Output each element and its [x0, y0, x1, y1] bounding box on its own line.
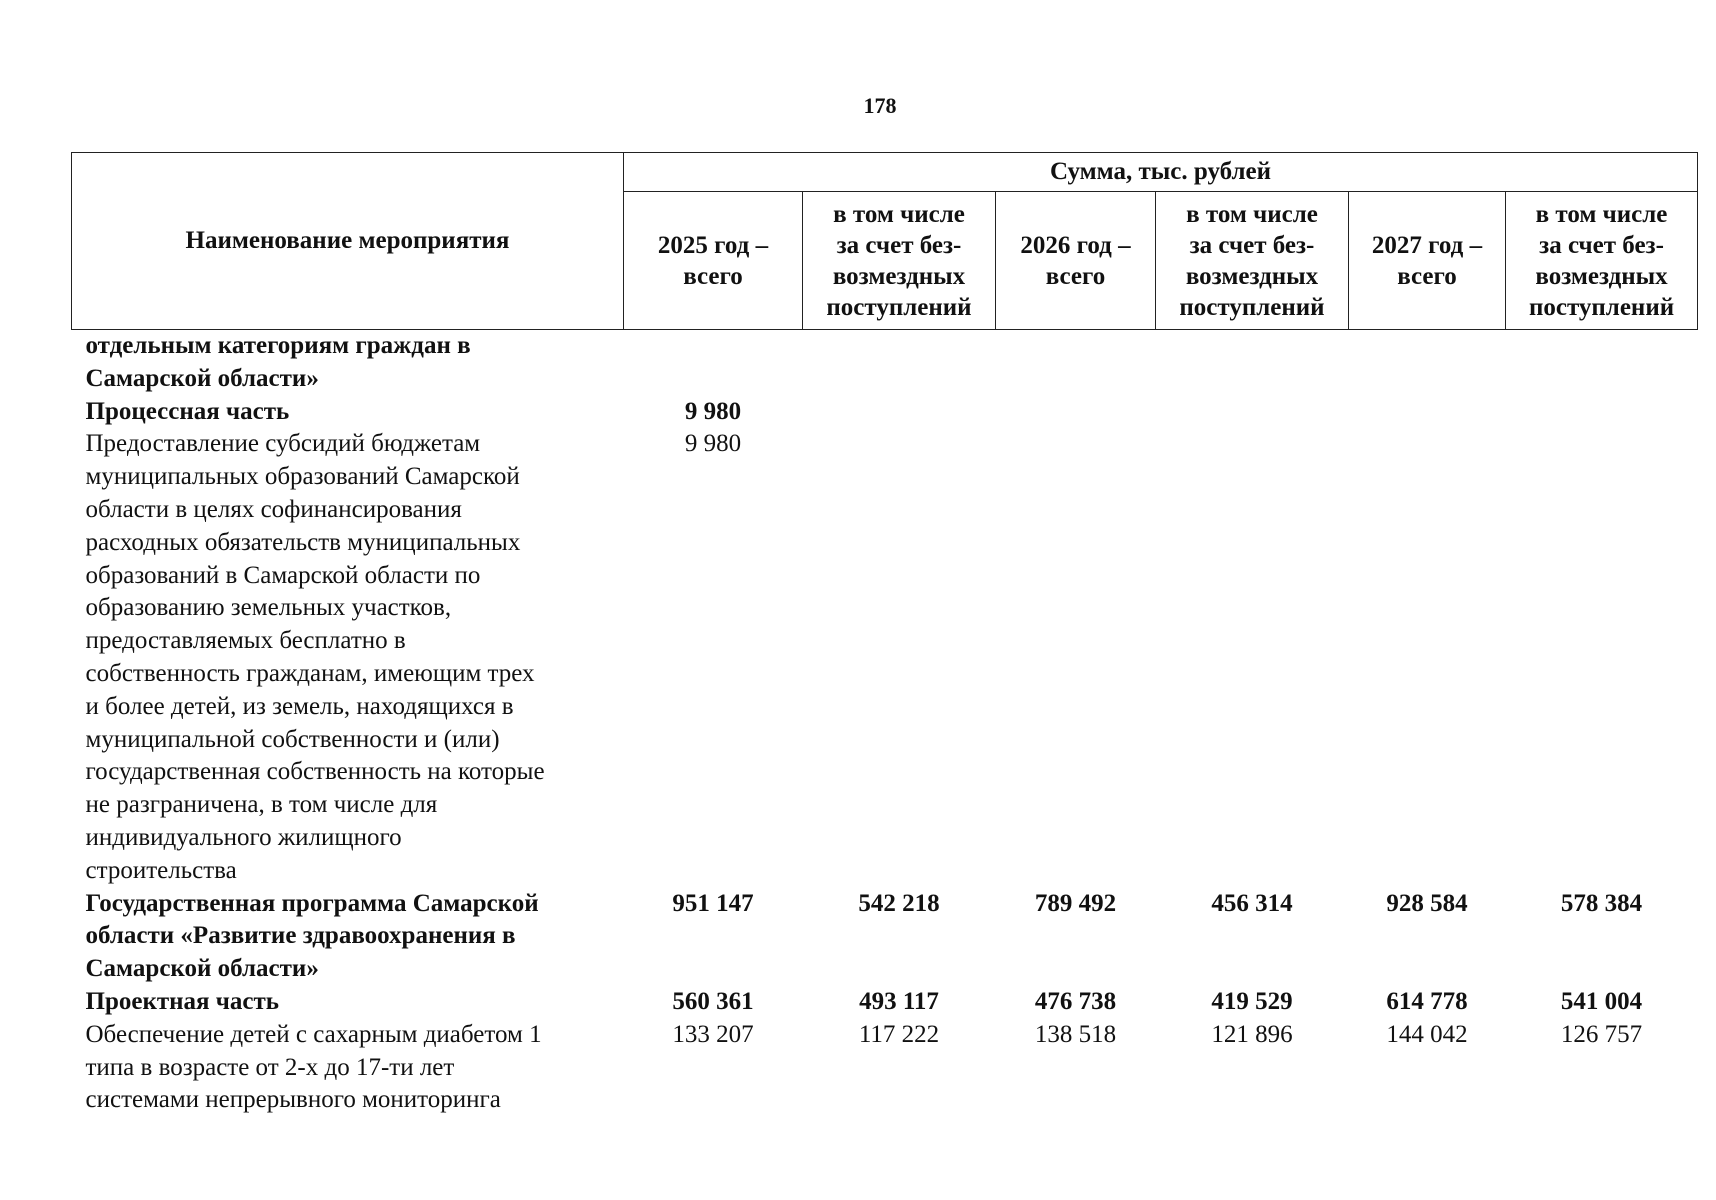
name-column-header: Наименование мероприятия	[72, 153, 624, 330]
table-row	[72, 396, 1698, 429]
row-value	[1349, 396, 1506, 429]
row-value	[996, 330, 1156, 396]
row-value: 493 117	[859, 987, 939, 1015]
column-header: в том числе за счет без- возмездных поступлений	[1506, 192, 1698, 330]
row-value	[803, 428, 996, 887]
row-value: 578 384	[1560, 889, 1643, 917]
row-value	[996, 428, 1156, 887]
row-value	[1506, 330, 1698, 396]
row-value: 951 147	[672, 889, 754, 917]
table-header	[72, 153, 1698, 330]
row-value: 928 584	[1386, 889, 1468, 917]
row-value: 541 004	[1560, 987, 1643, 1015]
row-value: 614 778	[1386, 987, 1468, 1015]
column-header: 2026 год – всего	[996, 192, 1156, 330]
row-name: Предоставление субсидий бюджетам муниципальных образований Самарской области в целях софинансирования расходных обязательств муниципальных образований в Самарской области по образованию земельных участков, предоставляемых бесплатно в собственность гражданам, имеющим трех и более детей, из земель, находящихся в муниципальной собственности и (или) государственная собственность на которые не разграничена, в том числе для индивидуального жилищного строительства	[85, 430, 545, 884]
row-value	[624, 330, 803, 396]
row-value	[1156, 428, 1349, 887]
table-row	[72, 986, 1698, 1019]
row-value: 138 518	[1034, 1020, 1117, 1048]
row-value: 121 896	[1211, 1020, 1293, 1048]
sum-group-header: Сумма, тыс. рублей	[624, 153, 1698, 192]
row-name: отдельным категориям граждан в Самарской области»	[85, 332, 471, 392]
row-value	[1156, 330, 1349, 396]
row-value: 419 529	[1211, 987, 1293, 1015]
row-value	[803, 396, 996, 429]
column-header: 2025 год – всего	[624, 192, 803, 330]
table-row	[72, 330, 1698, 396]
row-name: Обеспечение детей с сахарным диабетом 1 типа в возрасте от 2-х до 17-ти лет системами непрерывного мониторинга	[85, 1020, 542, 1114]
row-value: 560 361	[672, 987, 754, 1015]
row-value: 144 042	[1386, 1020, 1468, 1048]
row-value	[1349, 330, 1506, 396]
row-name: Проектная часть	[85, 987, 280, 1015]
row-value: 456 314	[1211, 889, 1293, 917]
row-name: Процессная часть	[85, 397, 290, 425]
table-body	[72, 330, 1698, 1118]
row-value	[996, 396, 1156, 429]
column-header: 2027 год – всего	[1349, 192, 1506, 330]
row-value: 9 980	[684, 397, 742, 425]
row-value	[803, 330, 996, 396]
row-value: 476 738	[1034, 987, 1117, 1015]
table-row	[72, 428, 1698, 887]
column-header: в том числе за счет без- возмездных поступлений	[803, 192, 996, 330]
table-row	[72, 1019, 1698, 1117]
page-number: 178	[863, 93, 897, 118]
row-value: 133 207	[672, 1020, 754, 1048]
table-row	[72, 888, 1698, 986]
row-value: 542 218	[858, 889, 940, 917]
row-name: Государственная программа Самарской области «Развитие здравоохранения в Самарской области»	[85, 889, 539, 983]
row-value: 789 492	[1034, 889, 1117, 917]
row-value	[1506, 428, 1698, 887]
row-value	[1349, 428, 1506, 887]
row-value: 117 222	[858, 1020, 940, 1048]
budget-table	[71, 152, 1698, 1117]
column-header: в том числе за счет без- возмездных поступлений	[1156, 192, 1349, 330]
row-value: 9 980	[684, 430, 742, 458]
row-value	[1156, 396, 1349, 429]
row-value: 126 757	[1560, 1020, 1643, 1048]
row-value	[1506, 396, 1698, 429]
